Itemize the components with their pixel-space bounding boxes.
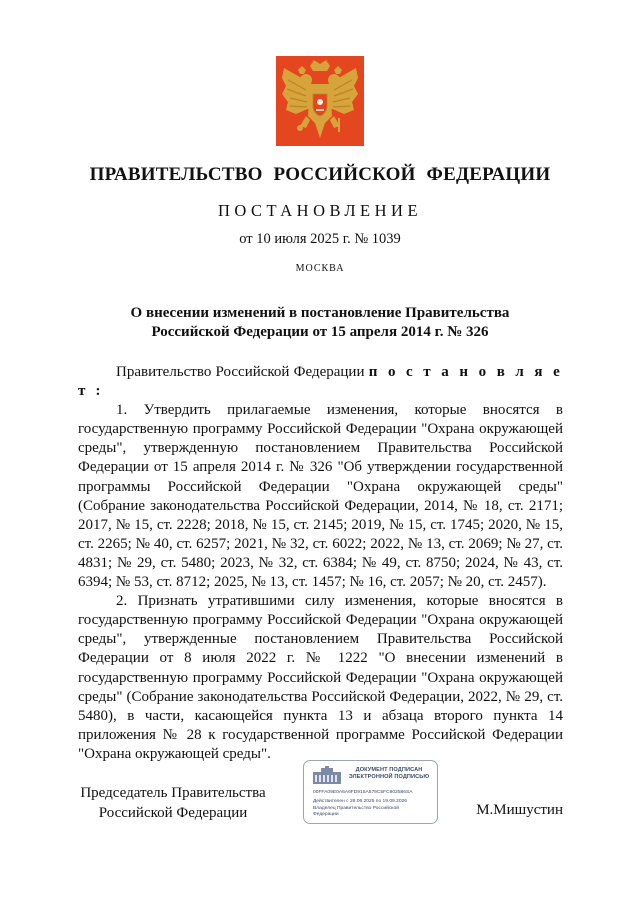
clause-1: 1. Утвердить прилагаемые изменения, которые вносятся в государственную программу Российской Федерации "Охрана окружающей среды", утвержденную постановлением Правительства Российской Федерации от 15 апреля 2014 г. № 326 "Об утверждении государственной программы Российской Федерации "Охрана окружающей среды" (Собрание законодательства Российской Федерации, 2014, № 18, ст. 2171; 2017, № 15, ст. 2228; 2018, № 15, ст. 2145; 2019, № 15, ст. 1745; 2020, № 15, ст. 2265; № 40, ст. 6257; 2021, № 32, ст. 6022; 2022, № 13, ст. 2069; № 27, ст. 4831; № 29, ст. 5480; 2023, № 32, ст. 6384; № 49, ст. 8750; 2024, № 43, ст. 6394; № 53, ст. 8712; 2025, № 13, ст. 1457; № 16, ст. 2057; № 20, ст. 2457). <box>78 402 563 591</box>
signature-stamp-header-line: ДОКУМЕНТ ПОДПИСАН <box>355 767 423 773</box>
signature-stamp-header <box>344 767 434 781</box>
russian-coat-of-arms-icon <box>276 56 364 146</box>
signature-stamp-header-line: ЭЛЕКТРОННОЙ ПОДПИСЬЮ <box>348 774 430 780</box>
preamble-text: Правительство Российской Федерации <box>116 364 365 380</box>
document-place: МОСКВА <box>295 263 345 274</box>
signatory-name: М.Мишустин <box>476 802 563 818</box>
document-subject <box>80 304 560 342</box>
certificate-owner: Владелец Правительство Российской <box>313 806 399 811</box>
certificate-owner: Федерации <box>313 812 339 817</box>
preamble-paragraph <box>78 363 563 401</box>
subject-line: Российской Федерации от 15 апреля 2014 г. № 326 <box>151 324 489 340</box>
clause-2: 2. Признать утратившими силу изменения, которые вносятся в государственную программу Российской Федерации "Охрана окружающей среды", утвержденные постановлением Правительства Российской Федерации от 8 июля 2022 г. № 1222 "О внесении изменений в государственную программу Российской Федерации "Охрана окружающей среды" (Собрание законодательства Российской Федерации, 2022, № 29, ст. 5480), в части, касающейся пункта 13 и абзаца второго пункта 14 приложения № 28 к государственной программе Российской Федерации "Охрана окружающей среды". <box>78 593 563 762</box>
signatory-position-line: Председатель Правительства <box>80 785 266 801</box>
signatory-position-line: Российской Федерации <box>98 805 248 821</box>
certificate-number: 00FFA09E0A6A6FD915A579C5FC902586SA <box>313 790 413 795</box>
document-date-number: от 10 июля 2025 г. № 1039 <box>239 231 401 247</box>
preamble-verb: п о с т а н о в л я е т : <box>78 364 563 400</box>
certificate-validity: Действителен с 26.06.2025 по 19.09.2026 <box>313 799 407 804</box>
government-title: ПРАВИТЕЛЬСТВО РОССИЙСКОЙ ФЕДЕРАЦИИ <box>89 164 551 185</box>
government-building-icon <box>312 766 342 786</box>
signatory-position <box>78 783 268 823</box>
document-body <box>78 363 563 764</box>
document-type: ПОСТАНОВЛЕНИЕ <box>217 201 423 220</box>
electronic-signature-stamp <box>303 760 438 824</box>
subject-line: О внесении изменений в постановление Правительства <box>130 305 510 321</box>
